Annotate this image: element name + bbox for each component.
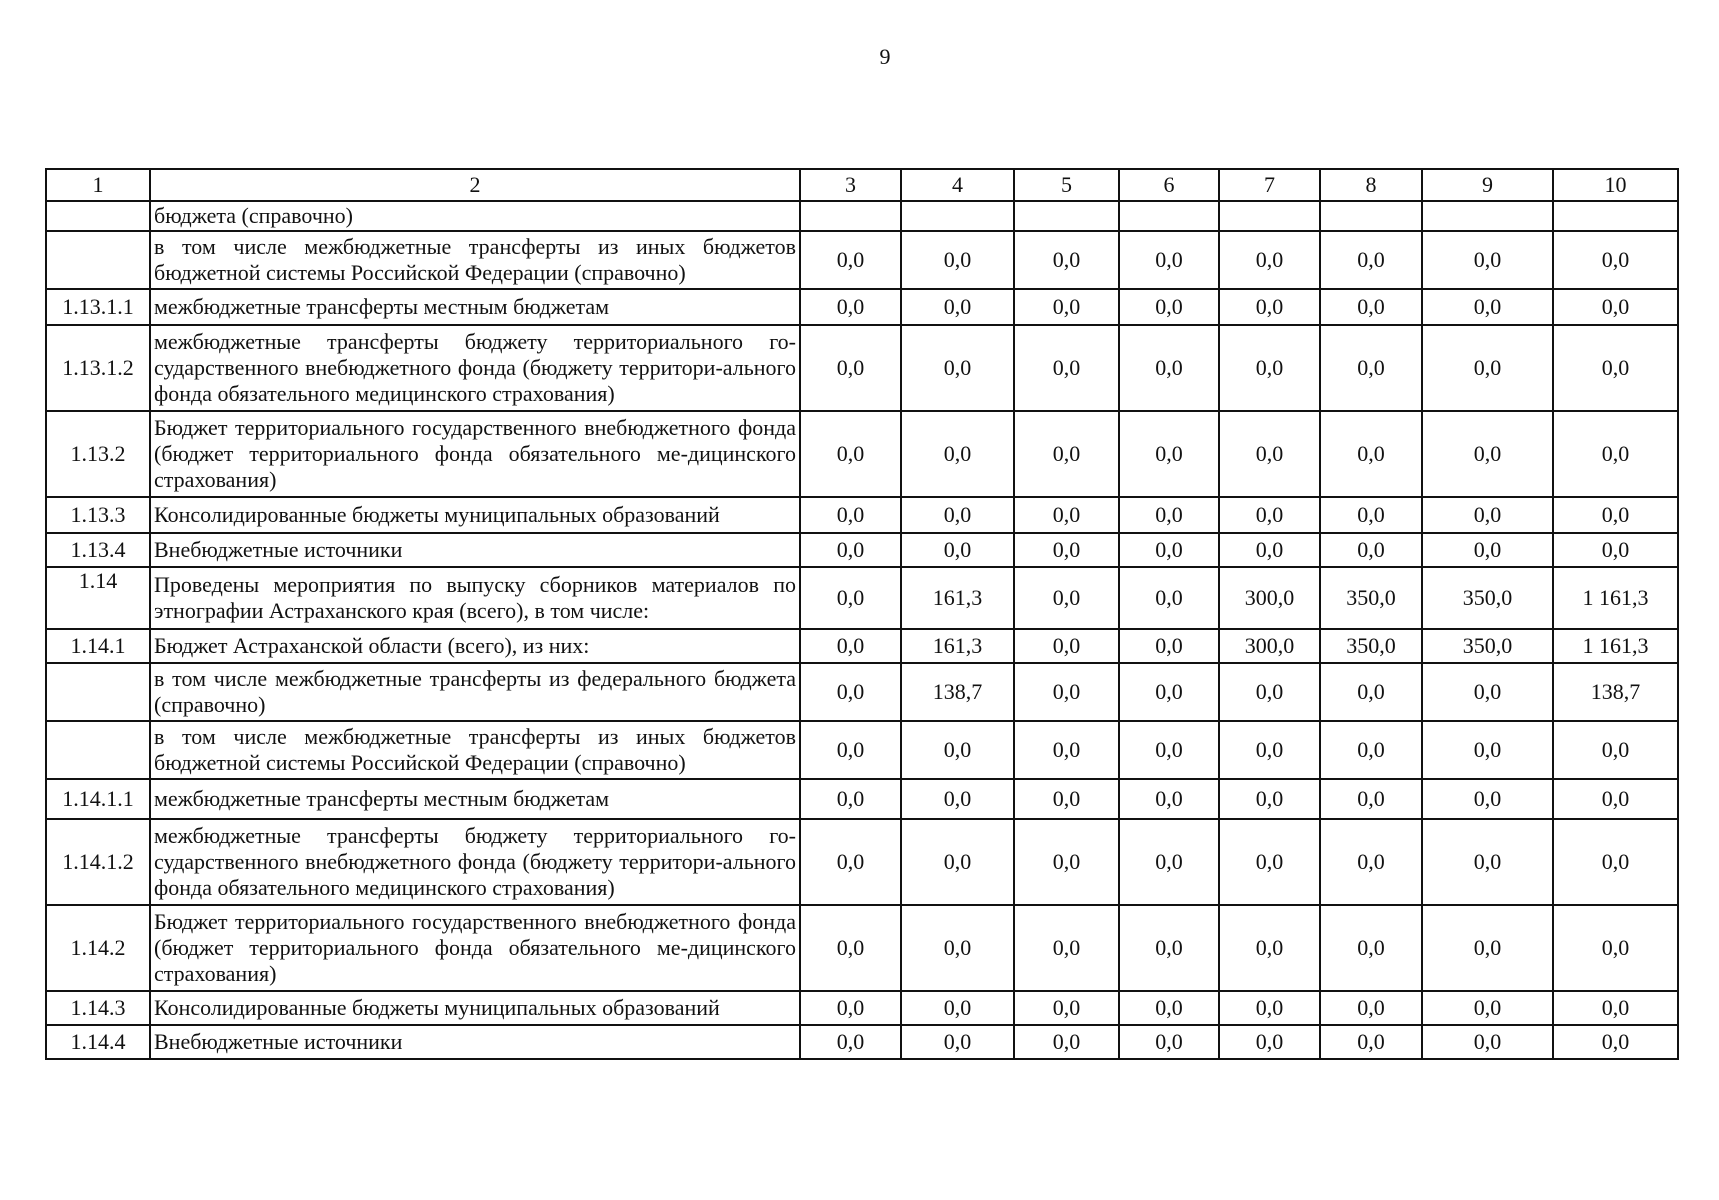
row-description: Бюджет Астраханской области (всего), из них: bbox=[150, 629, 800, 663]
value-cell: 0,0 bbox=[1119, 567, 1219, 629]
value-cell: 0,0 bbox=[1119, 325, 1219, 411]
value-cell: 0,0 bbox=[1014, 721, 1119, 779]
value-cell: 138,7 bbox=[1553, 663, 1678, 721]
value-cell: 0,0 bbox=[1014, 325, 1119, 411]
value-cell: 0,0 bbox=[800, 1025, 901, 1059]
value-cell: 0,0 bbox=[1119, 411, 1219, 497]
column-header: 7 bbox=[1219, 169, 1320, 201]
row-number: 1.13.2 bbox=[46, 411, 150, 497]
value-cell: 0,0 bbox=[1320, 231, 1422, 289]
value-cell: 0,0 bbox=[1422, 289, 1553, 325]
table-row bbox=[46, 905, 1678, 991]
value-cell: 300,0 bbox=[1219, 567, 1320, 629]
row-number: 1.13.1.1 bbox=[46, 289, 150, 325]
value-cell: 0,0 bbox=[1014, 663, 1119, 721]
value-cell: 0,0 bbox=[800, 721, 901, 779]
table-row bbox=[46, 629, 1678, 663]
column-header: 2 bbox=[150, 169, 800, 201]
value-cell: 0,0 bbox=[800, 411, 901, 497]
table-row bbox=[46, 663, 1678, 721]
value-cell bbox=[1320, 201, 1422, 231]
row-number bbox=[46, 663, 150, 721]
value-cell: 0,0 bbox=[800, 497, 901, 533]
row-number: 1.13.3 bbox=[46, 497, 150, 533]
column-header: 1 bbox=[46, 169, 150, 201]
column-header: 5 bbox=[1014, 169, 1119, 201]
value-cell: 0,0 bbox=[1014, 411, 1119, 497]
value-cell: 0,0 bbox=[800, 325, 901, 411]
value-cell: 161,3 bbox=[901, 629, 1014, 663]
row-description: межбюджетные трансферты местным бюджетам bbox=[150, 289, 800, 325]
value-cell: 0,0 bbox=[800, 629, 901, 663]
value-cell: 0,0 bbox=[901, 325, 1014, 411]
value-cell: 0,0 bbox=[1014, 991, 1119, 1025]
row-description: в том числе межбюджетные трансферты из иных бюджетов бюджетной системы Российской Федерации (справочно) bbox=[150, 231, 800, 289]
value-cell: 300,0 bbox=[1219, 629, 1320, 663]
table-row bbox=[46, 201, 1678, 231]
value-cell: 0,0 bbox=[901, 721, 1014, 779]
value-cell: 350,0 bbox=[1320, 567, 1422, 629]
value-cell: 0,0 bbox=[800, 533, 901, 567]
value-cell: 0,0 bbox=[1422, 991, 1553, 1025]
value-cell: 0,0 bbox=[1219, 819, 1320, 905]
row-number: 1.13.4 bbox=[46, 533, 150, 567]
value-cell: 138,7 bbox=[901, 663, 1014, 721]
row-description: Внебюджетные источники bbox=[150, 533, 800, 567]
row-number bbox=[46, 721, 150, 779]
value-cell: 0,0 bbox=[901, 231, 1014, 289]
value-cell: 350,0 bbox=[1422, 567, 1553, 629]
value-cell: 0,0 bbox=[1553, 819, 1678, 905]
value-cell: 1 161,3 bbox=[1553, 567, 1678, 629]
value-cell: 0,0 bbox=[1219, 231, 1320, 289]
value-cell: 0,0 bbox=[1320, 289, 1422, 325]
value-cell: 0,0 bbox=[1320, 497, 1422, 533]
header-row bbox=[46, 169, 1678, 201]
value-cell: 1 161,3 bbox=[1553, 629, 1678, 663]
value-cell bbox=[1119, 201, 1219, 231]
row-description: межбюджетные трансферты местным бюджетам bbox=[150, 779, 800, 819]
page-number: 9 bbox=[879, 44, 891, 69]
column-header: 10 bbox=[1553, 169, 1678, 201]
value-cell: 0,0 bbox=[1219, 663, 1320, 721]
value-cell: 0,0 bbox=[800, 663, 901, 721]
value-cell: 0,0 bbox=[1219, 991, 1320, 1025]
value-cell: 0,0 bbox=[800, 567, 901, 629]
value-cell: 0,0 bbox=[1014, 629, 1119, 663]
table-row bbox=[46, 1025, 1678, 1059]
value-cell: 0,0 bbox=[1219, 411, 1320, 497]
value-cell: 0,0 bbox=[1219, 779, 1320, 819]
row-number: 1.14.3 bbox=[46, 991, 150, 1025]
row-description: в том числе межбюджетные трансферты из иных бюджетов бюджетной системы Российской Федерации (справочно) bbox=[150, 721, 800, 779]
row-description: межбюджетные трансферты бюджету территориального го-сударственного внебюджетного фонда (бюджету территори-ального фонда обязательного медицинского страхования) bbox=[150, 819, 800, 905]
value-cell: 0,0 bbox=[1553, 325, 1678, 411]
column-header: 8 bbox=[1320, 169, 1422, 201]
value-cell: 0,0 bbox=[1119, 819, 1219, 905]
column-header: 6 bbox=[1119, 169, 1219, 201]
value-cell: 0,0 bbox=[1219, 533, 1320, 567]
row-description: Бюджет территориального государственного внебюджетного фонда (бюджет территориального фонда обязательного ме-дицинского страхования) bbox=[150, 905, 800, 991]
value-cell: 0,0 bbox=[800, 289, 901, 325]
value-cell: 0,0 bbox=[1553, 779, 1678, 819]
value-cell: 0,0 bbox=[1014, 289, 1119, 325]
row-description: Консолидированные бюджеты муниципальных образований bbox=[150, 991, 800, 1025]
table-row bbox=[46, 991, 1678, 1025]
value-cell: 0,0 bbox=[901, 779, 1014, 819]
value-cell: 0,0 bbox=[1014, 779, 1119, 819]
value-cell: 0,0 bbox=[1553, 289, 1678, 325]
value-cell: 0,0 bbox=[1553, 231, 1678, 289]
row-description: Внебюджетные источники bbox=[150, 1025, 800, 1059]
value-cell: 0,0 bbox=[901, 533, 1014, 567]
value-cell: 0,0 bbox=[1119, 289, 1219, 325]
table-row bbox=[46, 819, 1678, 905]
row-number bbox=[46, 231, 150, 289]
table-row bbox=[46, 289, 1678, 325]
value-cell: 0,0 bbox=[1422, 779, 1553, 819]
value-cell bbox=[1219, 201, 1320, 231]
value-cell: 0,0 bbox=[800, 991, 901, 1025]
row-number: 1.14.2 bbox=[46, 905, 150, 991]
value-cell: 0,0 bbox=[1119, 779, 1219, 819]
value-cell: 0,0 bbox=[1320, 663, 1422, 721]
value-cell: 0,0 bbox=[1119, 905, 1219, 991]
value-cell: 0,0 bbox=[1553, 533, 1678, 567]
value-cell: 0,0 bbox=[1320, 1025, 1422, 1059]
row-description: межбюджетные трансферты бюджету территориального го-сударственного внебюджетного фонда (бюджету территори-ального фонда обязательного медицинского страхования) bbox=[150, 325, 800, 411]
row-description: Консолидированные бюджеты муниципальных образований bbox=[150, 497, 800, 533]
column-header: 4 bbox=[901, 169, 1014, 201]
value-cell: 0,0 bbox=[1119, 533, 1219, 567]
value-cell: 0,0 bbox=[901, 905, 1014, 991]
value-cell: 0,0 bbox=[901, 411, 1014, 497]
value-cell: 0,0 bbox=[1219, 289, 1320, 325]
value-cell: 0,0 bbox=[800, 905, 901, 991]
value-cell: 0,0 bbox=[1014, 231, 1119, 289]
value-cell: 0,0 bbox=[1119, 629, 1219, 663]
value-cell: 0,0 bbox=[1014, 905, 1119, 991]
value-cell: 0,0 bbox=[1553, 905, 1678, 991]
value-cell bbox=[800, 201, 901, 231]
row-number: 1.14.1.2 bbox=[46, 819, 150, 905]
row-description: Бюджет территориального государственного внебюджетного фонда (бюджет территориального фонда обязательного ме-дицинского страхования) bbox=[150, 411, 800, 497]
table-row bbox=[46, 325, 1678, 411]
value-cell: 0,0 bbox=[901, 1025, 1014, 1059]
value-cell: 0,0 bbox=[1320, 991, 1422, 1025]
value-cell: 0,0 bbox=[1553, 411, 1678, 497]
table-row bbox=[46, 533, 1678, 567]
table-row bbox=[46, 411, 1678, 497]
value-cell: 0,0 bbox=[1422, 819, 1553, 905]
value-cell: 0,0 bbox=[1320, 411, 1422, 497]
table-body bbox=[46, 169, 1678, 1059]
row-number: 1.14 bbox=[46, 567, 150, 629]
value-cell: 0,0 bbox=[901, 289, 1014, 325]
value-cell: 0,0 bbox=[1553, 1025, 1678, 1059]
value-cell: 0,0 bbox=[800, 819, 901, 905]
column-header: 3 bbox=[800, 169, 901, 201]
row-number: 1.14.4 bbox=[46, 1025, 150, 1059]
value-cell: 0,0 bbox=[1014, 497, 1119, 533]
value-cell: 350,0 bbox=[1320, 629, 1422, 663]
value-cell: 0,0 bbox=[800, 231, 901, 289]
value-cell: 0,0 bbox=[1422, 721, 1553, 779]
budget-table bbox=[45, 168, 1679, 1060]
row-description: Проведены мероприятия по выпуску сборников материалов по этнографии Астраханского края (всего), в том числе: bbox=[150, 567, 800, 629]
table-row bbox=[46, 779, 1678, 819]
value-cell: 0,0 bbox=[1219, 325, 1320, 411]
column-header: 9 bbox=[1422, 169, 1553, 201]
value-cell: 0,0 bbox=[1422, 533, 1553, 567]
value-cell: 0,0 bbox=[1119, 231, 1219, 289]
value-cell: 0,0 bbox=[1119, 1025, 1219, 1059]
value-cell: 0,0 bbox=[901, 819, 1014, 905]
row-description: в том числе межбюджетные трансферты из федерального бюджета (справочно) bbox=[150, 663, 800, 721]
value-cell: 0,0 bbox=[1014, 567, 1119, 629]
table-row bbox=[46, 721, 1678, 779]
value-cell: 0,0 bbox=[1320, 533, 1422, 567]
value-cell: 0,0 bbox=[1553, 497, 1678, 533]
value-cell: 0,0 bbox=[1119, 721, 1219, 779]
value-cell: 0,0 bbox=[1422, 325, 1553, 411]
value-cell: 0,0 bbox=[1219, 497, 1320, 533]
value-cell: 0,0 bbox=[1119, 991, 1219, 1025]
value-cell: 0,0 bbox=[1553, 991, 1678, 1025]
table-row bbox=[46, 567, 1678, 629]
value-cell: 0,0 bbox=[1219, 721, 1320, 779]
value-cell bbox=[1553, 201, 1678, 231]
value-cell: 0,0 bbox=[1422, 231, 1553, 289]
value-cell: 0,0 bbox=[1014, 1025, 1119, 1059]
value-cell: 0,0 bbox=[1320, 905, 1422, 991]
value-cell: 0,0 bbox=[1422, 663, 1553, 721]
value-cell: 0,0 bbox=[1219, 1025, 1320, 1059]
value-cell: 350,0 bbox=[1422, 629, 1553, 663]
value-cell: 0,0 bbox=[1320, 325, 1422, 411]
value-cell: 0,0 bbox=[1014, 819, 1119, 905]
row-number bbox=[46, 201, 150, 231]
value-cell bbox=[901, 201, 1014, 231]
value-cell: 0,0 bbox=[1119, 663, 1219, 721]
value-cell: 0,0 bbox=[1119, 497, 1219, 533]
value-cell: 0,0 bbox=[1553, 721, 1678, 779]
row-number: 1.14.1 bbox=[46, 629, 150, 663]
table-row bbox=[46, 231, 1678, 289]
row-number: 1.14.1.1 bbox=[46, 779, 150, 819]
value-cell: 0,0 bbox=[1422, 497, 1553, 533]
value-cell: 0,0 bbox=[1219, 905, 1320, 991]
value-cell: 0,0 bbox=[901, 991, 1014, 1025]
value-cell: 0,0 bbox=[800, 779, 901, 819]
value-cell: 0,0 bbox=[1422, 905, 1553, 991]
table-row bbox=[46, 497, 1678, 533]
value-cell: 0,0 bbox=[1320, 721, 1422, 779]
value-cell: 161,3 bbox=[901, 567, 1014, 629]
row-description: бюджета (справочно) bbox=[150, 201, 800, 231]
row-number: 1.13.1.2 bbox=[46, 325, 150, 411]
value-cell: 0,0 bbox=[1014, 533, 1119, 567]
value-cell: 0,0 bbox=[901, 497, 1014, 533]
value-cell: 0,0 bbox=[1422, 411, 1553, 497]
value-cell bbox=[1422, 201, 1553, 231]
value-cell: 0,0 bbox=[1320, 779, 1422, 819]
value-cell: 0,0 bbox=[1422, 1025, 1553, 1059]
value-cell: 0,0 bbox=[1320, 819, 1422, 905]
value-cell bbox=[1014, 201, 1119, 231]
